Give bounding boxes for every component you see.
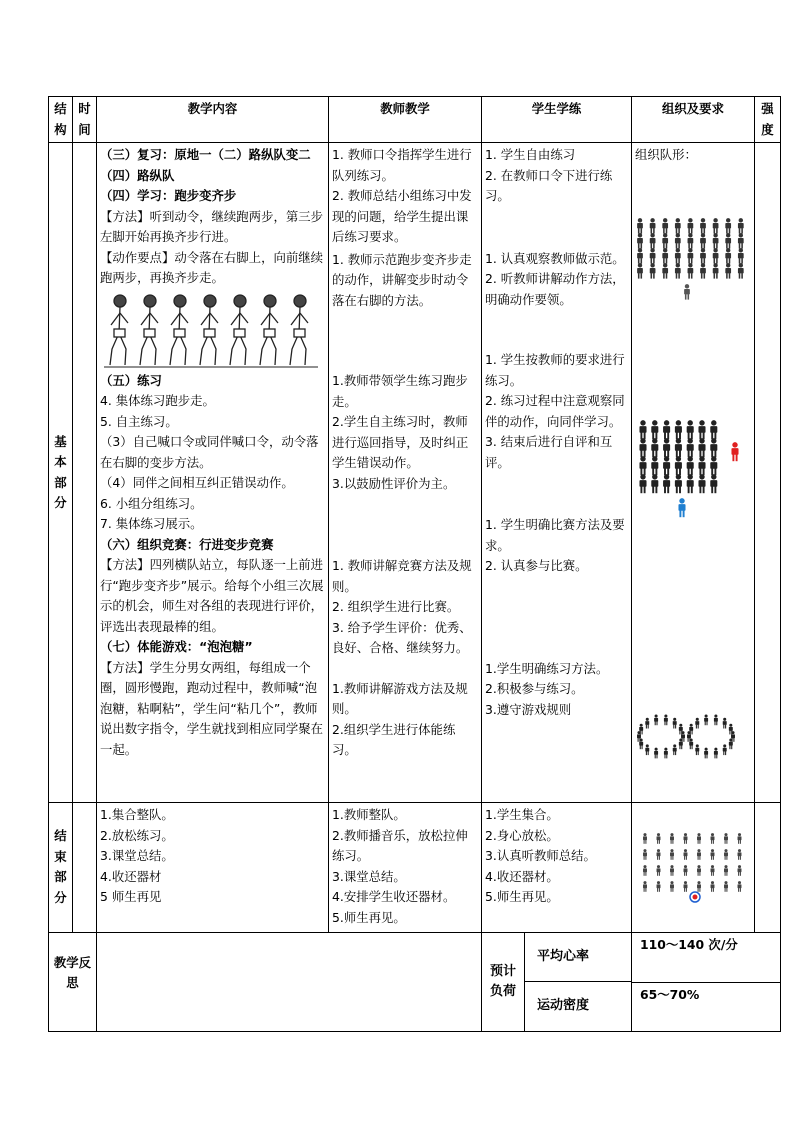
runner-figure-icon bbox=[200, 295, 218, 365]
student-figure-icon bbox=[714, 747, 718, 758]
student-figure-icon bbox=[725, 233, 731, 248]
student-figure-icon bbox=[673, 744, 677, 755]
ending-teacher-cell bbox=[329, 803, 482, 933]
student-figure-icon bbox=[697, 865, 701, 876]
contest-paragraph: 【方法】四列横队站立，每队逐一上前进行“跑步变齐步”展示。给每个小组三次展示的机会，师生对各组的表现进行评价，评选出表现最棒的组。 bbox=[100, 557, 324, 634]
student-figure-icon bbox=[687, 438, 694, 457]
ending-intensity bbox=[755, 803, 781, 933]
student-figure-icon bbox=[673, 717, 677, 728]
practice-item: 7. 集体练习展示。 bbox=[100, 516, 203, 531]
student-figure-icon bbox=[675, 233, 681, 248]
ending-part-time bbox=[73, 803, 97, 933]
student-figure-icon bbox=[729, 723, 733, 734]
student-figure-icon bbox=[695, 717, 699, 728]
student-figure-icon bbox=[684, 865, 688, 876]
ending-teacher-item: 3.课堂总结。 bbox=[332, 868, 406, 884]
basic-student-cell bbox=[482, 143, 632, 803]
student-figure-icon bbox=[654, 747, 658, 758]
basic-organization-cell bbox=[632, 143, 755, 803]
points-paragraph: 【动作要点】动令落在右脚上，向前继续跑两步，再换齐步走。 bbox=[100, 249, 324, 285]
ending-content-item: 5 师生再见 bbox=[100, 889, 162, 904]
teacher-step: 1. 教师口令指挥学生进行队列练习。 bbox=[332, 147, 472, 183]
teacher-figure-icon bbox=[678, 498, 685, 517]
reflection-label: 教学反思 bbox=[49, 932, 97, 1031]
ending-formation-diagram bbox=[635, 805, 751, 923]
student-figure-icon bbox=[637, 248, 643, 263]
student-figure-icon bbox=[637, 263, 643, 278]
student-figure-icon bbox=[738, 233, 744, 248]
header-row bbox=[49, 97, 781, 143]
student-figure-icon bbox=[688, 218, 694, 233]
student-figure-icon bbox=[725, 218, 731, 233]
student-figure-icon bbox=[724, 833, 728, 844]
basic-intensity bbox=[755, 143, 781, 803]
student-figure-icon bbox=[684, 849, 688, 860]
student-figure-icon bbox=[670, 849, 674, 860]
density-label: 运动密度 bbox=[537, 998, 590, 1013]
student-figure-icon bbox=[663, 456, 670, 475]
student-figure-icon bbox=[645, 717, 649, 728]
student-figure-icon bbox=[675, 248, 681, 263]
teacher-step: 1. 教师示范跑步变齐步走的动作，讲解变步时动令落在右脚的方法。 bbox=[332, 251, 472, 308]
method-paragraph: 【方法】听到动令，继续跑两步，第三步左脚开始再换齐步行进。 bbox=[100, 208, 324, 244]
teacher-figure-icon bbox=[731, 442, 738, 461]
runner-figure-icon bbox=[140, 295, 158, 365]
student-figure-icon bbox=[713, 263, 719, 278]
basic-teacher-cell bbox=[329, 143, 482, 803]
student-figure-icon bbox=[651, 420, 658, 439]
student-figure-icon bbox=[657, 833, 661, 844]
formation-diagrams bbox=[635, 166, 751, 786]
student-figure-icon bbox=[704, 714, 708, 725]
student-figure-icon bbox=[651, 474, 658, 493]
student-figure-icon bbox=[650, 218, 656, 233]
student-figure-icon bbox=[684, 881, 688, 892]
student-figure-icon bbox=[688, 248, 694, 263]
footer-row-1 bbox=[49, 932, 781, 983]
basic-content-cell bbox=[97, 143, 329, 803]
student-figure-icon bbox=[700, 263, 706, 278]
ending-teacher-item: 4.安排学生收还器材。 bbox=[332, 889, 456, 904]
teacher-step: 1. 教师讲解竞赛方法及规则。 bbox=[332, 558, 472, 594]
practice-item: （3）自己喊口令或同伴喊口令，动令落在右脚的变步方法。 bbox=[100, 434, 319, 470]
student-figure-icon bbox=[684, 833, 688, 844]
student-figure-icon bbox=[738, 849, 742, 860]
student-figure-icon bbox=[662, 218, 668, 233]
student-figure-icon bbox=[662, 248, 668, 263]
student-step: 2. 认真参与比赛。 bbox=[485, 558, 588, 573]
teacher-step: 2. 组织学生进行比赛。 bbox=[332, 599, 460, 614]
student-step: 2. 练习过程中注意观察同伴的动作，向同伴学习。 bbox=[485, 393, 625, 429]
ending-student-item: 2.身心放松。 bbox=[485, 827, 559, 843]
runner-figure-icon bbox=[260, 295, 278, 365]
student-figure-icon bbox=[662, 263, 668, 278]
student-figure-icon bbox=[700, 233, 706, 248]
student-figure-icon bbox=[675, 456, 682, 475]
runner-figure-icon bbox=[230, 295, 248, 365]
teacher-step: 3.以鼓励性评价为主。 bbox=[332, 475, 456, 491]
student-step: 1. 学生明确比赛方法及要求。 bbox=[485, 517, 625, 553]
ending-part-label: 结束部分 bbox=[49, 803, 73, 933]
student-figure-icon bbox=[738, 248, 744, 263]
student-figure-icon bbox=[639, 438, 646, 457]
lesson-plan-table bbox=[48, 96, 781, 1032]
student-figure-icon bbox=[639, 723, 643, 734]
student-figure-icon bbox=[643, 833, 647, 844]
student-figure-icon bbox=[654, 714, 658, 725]
student-figure-icon bbox=[679, 723, 683, 734]
student-figure-icon bbox=[645, 744, 649, 755]
student-figure-icon bbox=[698, 438, 705, 457]
student-figure-icon bbox=[679, 738, 683, 749]
teacher-step: 3. 给予学生评价：优秀、良好、合格、继续努力。 bbox=[332, 619, 472, 655]
student-step: 3.遵守游戏规则 bbox=[485, 701, 572, 717]
student-figure-icon bbox=[723, 717, 727, 728]
header-content: 教学内容 bbox=[97, 97, 329, 143]
basic-part-time bbox=[73, 143, 97, 803]
ending-content-item: 2.放松练习。 bbox=[100, 827, 174, 843]
student-figure-icon bbox=[675, 218, 681, 233]
load-label: 预计负荷 bbox=[482, 933, 525, 1031]
teacher-step: 1.教师带领学生练习跑步走。 bbox=[332, 373, 468, 409]
student-figure-icon bbox=[738, 833, 742, 844]
student-figure-icon bbox=[675, 263, 681, 278]
student-figure-icon bbox=[697, 849, 701, 860]
student-figure-icon bbox=[698, 474, 705, 493]
student-figure-icon bbox=[639, 456, 646, 475]
student-figure-icon bbox=[729, 738, 733, 749]
heart-rate-label: 平均心率 bbox=[525, 933, 631, 983]
student-step: 2. 听教师讲解动作方法，明确动作要领。 bbox=[485, 271, 625, 307]
runner-figure-icon bbox=[110, 295, 128, 365]
student-figure-icon bbox=[697, 833, 701, 844]
student-figure-icon bbox=[724, 849, 728, 860]
student-figure-icon bbox=[713, 233, 719, 248]
header-time: 时间 bbox=[73, 97, 97, 143]
learn-title: （四）学习：跑步变齐步 bbox=[100, 188, 237, 203]
student-figure-icon bbox=[700, 218, 706, 233]
student-figure-icon bbox=[700, 248, 706, 263]
reflection-content bbox=[97, 932, 482, 1031]
student-figure-icon bbox=[695, 744, 699, 755]
student-figure-icon bbox=[711, 849, 715, 860]
student-figure-icon bbox=[643, 849, 647, 860]
student-figure-icon bbox=[670, 833, 674, 844]
game-title: （七）体能游戏：“泡泡糖” bbox=[100, 639, 253, 654]
student-figure-icon bbox=[657, 865, 661, 876]
student-figure-icon bbox=[713, 248, 719, 263]
student-figure-icon bbox=[662, 233, 668, 248]
student-figure-icon bbox=[688, 263, 694, 278]
student-figure-icon bbox=[675, 474, 682, 493]
student-figure-icon bbox=[710, 474, 717, 493]
student-figure-icon bbox=[687, 420, 694, 439]
student-step: 1. 学生自由练习 bbox=[485, 147, 576, 162]
student-figure-icon bbox=[637, 218, 643, 233]
student-step: 3. 结束后进行自评和互评。 bbox=[485, 434, 613, 470]
practice-item: 4. 集体练习跑步走。 bbox=[100, 393, 215, 408]
student-figure-icon bbox=[657, 881, 661, 892]
student-figure-icon bbox=[724, 881, 728, 892]
student-figure-icon bbox=[704, 747, 708, 758]
student-step: 1. 认真观察教师做示范。 bbox=[485, 250, 625, 266]
ending-content-item: 4.收还器材 bbox=[100, 868, 162, 884]
student-figure-icon bbox=[738, 218, 744, 233]
running-figures-illustration bbox=[102, 291, 320, 369]
formation-title: 组织队形： bbox=[635, 147, 697, 162]
teacher-step: 2.学生自主练习时，教师进行巡回指导，及时纠正学生错误动作。 bbox=[332, 414, 469, 470]
teacher-step: 2.组织学生进行体能练习。 bbox=[332, 721, 456, 757]
ending-content-cell bbox=[97, 803, 329, 933]
student-figure-icon bbox=[663, 438, 670, 457]
student-figure-icon bbox=[710, 438, 717, 457]
density-value: 65～70% bbox=[632, 983, 781, 1032]
student-figure-icon bbox=[724, 865, 728, 876]
student-figure-icon bbox=[738, 263, 744, 278]
ending-content-item: 3.课堂总结。 bbox=[100, 848, 174, 863]
header-intensity: 强度 bbox=[755, 97, 781, 143]
ending-student-item: 4.收还器材。 bbox=[485, 868, 559, 884]
teacher-step: 2. 教师总结小组练习中发现的问题，给学生提出课后练习要求。 bbox=[332, 188, 472, 244]
header-structure: 结构 bbox=[49, 97, 73, 143]
header-student: 学生学练 bbox=[482, 97, 632, 143]
student-figure-icon bbox=[687, 474, 694, 493]
student-figure-icon bbox=[725, 263, 731, 278]
ending-student-cell bbox=[482, 803, 632, 933]
student-figure-icon bbox=[711, 881, 715, 892]
student-figure-icon bbox=[639, 420, 646, 439]
student-figure-icon bbox=[710, 420, 717, 439]
student-figure-icon bbox=[711, 833, 715, 844]
student-figure-icon bbox=[675, 438, 682, 457]
teacher-marker-icon bbox=[690, 892, 700, 902]
lesson-plan-page bbox=[48, 96, 780, 1024]
ending-student-item: 3.认真听教师总结。 bbox=[485, 848, 596, 863]
student-figure-icon bbox=[738, 881, 742, 892]
student-figure-icon bbox=[723, 744, 727, 755]
student-step: 1.学生明确练习方法。 bbox=[485, 660, 609, 676]
ending-teacher-item: 2.教师播音乐，放松拉伸练习。 bbox=[332, 827, 468, 863]
header-organization: 组织及要求 bbox=[632, 97, 755, 143]
teacher-step: 1.教师讲解游戏方法及规则。 bbox=[332, 680, 468, 716]
ending-teacher-item: 1.教师整队。 bbox=[332, 807, 406, 822]
ending-part-row bbox=[49, 803, 781, 933]
ending-student-item: 1.学生集合。 bbox=[485, 807, 559, 822]
game-paragraph: 【方法】学生分男女两组，每组成一个圈，圆形慢跑，跑动过程中，教师喊“泡泡糖，粘啊粘”，学生问“粘几个”，教师说出数字指令，学生就找到相应同学聚在一起。 bbox=[100, 659, 324, 757]
formation-two-circles bbox=[637, 714, 735, 758]
ending-teacher-item: 5.师生再见。 bbox=[332, 909, 406, 925]
heart-rate-value: 110～140 次/分 bbox=[632, 932, 781, 983]
student-figure-icon bbox=[714, 714, 718, 725]
ending-organization-cell bbox=[632, 803, 755, 933]
review-title: （三）复习：原地一（二）路纵队变二（四）路纵队 bbox=[100, 147, 311, 183]
student-figure-icon bbox=[663, 474, 670, 493]
ending-student-item: 5.师生再见。 bbox=[485, 889, 559, 904]
student-figure-icon bbox=[657, 849, 661, 860]
student-figure-icon bbox=[675, 420, 682, 439]
student-figure-icon bbox=[698, 420, 705, 439]
practice-item: 5. 自主练习。 bbox=[100, 413, 178, 429]
contest-title: （六）组织竞赛：行进变步竞赛 bbox=[100, 536, 274, 552]
student-figure-icon bbox=[650, 233, 656, 248]
student-figure-icon bbox=[689, 723, 693, 734]
student-figure-icon bbox=[664, 747, 668, 758]
student-figure-icon bbox=[670, 881, 674, 892]
formation-four-column bbox=[637, 218, 744, 299]
student-figure-icon bbox=[711, 865, 715, 876]
formation-practice-groups bbox=[639, 420, 738, 517]
student-figure-icon bbox=[650, 263, 656, 278]
student-step: 2.积极参与练习。 bbox=[485, 681, 584, 696]
practice-item: （4）同伴之间相互纠正错误动作。 bbox=[100, 475, 294, 490]
student-step: 2. 在教师口令下进行练习。 bbox=[485, 167, 613, 203]
student-figure-icon bbox=[697, 881, 701, 892]
runner-figure-icon bbox=[170, 295, 188, 365]
student-figure-icon bbox=[664, 714, 668, 725]
student-figure-icon bbox=[637, 233, 643, 248]
student-figure-icon bbox=[643, 881, 647, 892]
student-figure-icon bbox=[651, 456, 658, 475]
student-figure-icon bbox=[643, 865, 647, 876]
student-step: 1. 学生按教师的要求进行练习。 bbox=[485, 352, 625, 388]
student-figure-icon bbox=[688, 233, 694, 248]
teacher-figure-icon bbox=[684, 284, 690, 299]
student-figure-icon bbox=[687, 456, 694, 475]
student-figure-icon bbox=[710, 456, 717, 475]
header-teacher: 教师教学 bbox=[329, 97, 482, 143]
practice-title: （五）练习 bbox=[100, 372, 162, 388]
load-cell bbox=[482, 932, 632, 1031]
student-figure-icon bbox=[670, 865, 674, 876]
student-figure-icon bbox=[639, 474, 646, 493]
ending-content-item: 1.集合整队。 bbox=[100, 807, 174, 822]
basic-part-row bbox=[49, 143, 781, 803]
student-figure-icon bbox=[651, 438, 658, 457]
student-figure-icon bbox=[713, 218, 719, 233]
runner-figure-icon bbox=[290, 295, 308, 365]
student-figure-icon bbox=[663, 420, 670, 439]
student-figure-icon bbox=[725, 248, 731, 263]
student-figure-icon bbox=[698, 456, 705, 475]
practice-item: 6. 小组分组练习。 bbox=[100, 495, 203, 511]
student-figure-icon bbox=[738, 865, 742, 876]
student-figure-icon bbox=[650, 248, 656, 263]
basic-part-label: 基本部分 bbox=[49, 143, 73, 803]
